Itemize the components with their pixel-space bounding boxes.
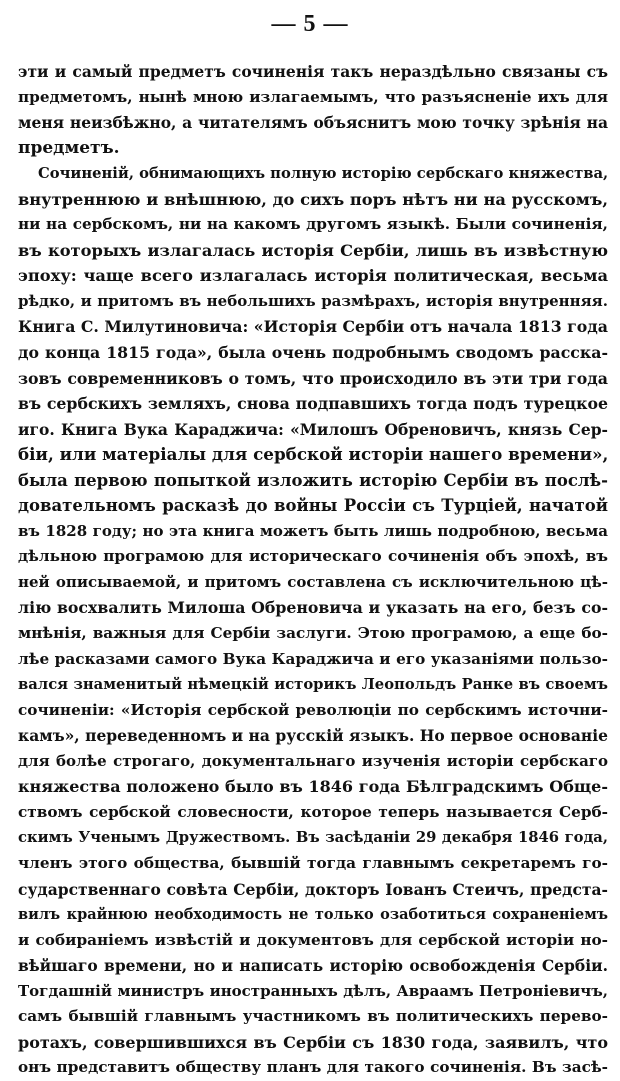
text-line: Книга С. Милутиновича: «Исторія Сербіи отъ начала 1813 года <box>18 317 608 337</box>
text-line: вилъ крайнюю необходимость не только озаботиться сохраненіемъ <box>18 906 608 924</box>
text-line: онъ представитъ обществу планъ для такого сочиненія. Въ засѣ- <box>18 1058 608 1077</box>
text-line: сударственнаго совѣта Сербіи, докторъ Іованъ Стеичъ, предста- <box>18 879 608 899</box>
text-line: иго. Книга Вука Караджича: «Милошъ Обреновичъ, князь Сер- <box>18 419 608 439</box>
text-line: камъ», переведенномъ и на русскій языкъ. Но первое основаніе <box>18 726 608 746</box>
text-line: Сочиненій, обнимающихъ полную исторію сербскаго княжества, <box>38 165 609 183</box>
text-line: членъ этого общества, бывшій тогда главнымъ секретаремъ го- <box>18 853 608 872</box>
text-line: и собираніемъ извѣстій и документовъ для сербской исторіи но- <box>18 930 608 949</box>
text-line: біи, или матеріалы для сербской исторіи нашего времени», <box>18 444 609 465</box>
text-line: внутреннюю и внѣшнюю, до сихъ поръ нѣтъ ни на русскомъ, <box>18 189 608 209</box>
text-line: сочиненіи: «Исторія сербской революціи по сербскимъ источни- <box>18 700 608 719</box>
text-line: рѣдко, и притомъ въ небольшихъ размѣрахъ, исторія внутренняя. <box>18 291 608 310</box>
text-line: довательномъ расказѣ до войны Россіи съ Турціей, начатой <box>18 496 608 516</box>
text-line: самъ бывшій главнымъ участникомъ въ политическихъ перево- <box>18 1007 608 1026</box>
text-line: эпоху: чаще всего излагалась исторія политическая, весьма <box>18 266 608 286</box>
text-line: меня неизбѣжно, а читателямъ объяснитъ мою точку зрѣнія на <box>18 113 608 133</box>
text-line: ни на сербскомъ, ни на какомъ другомъ языкѣ. Были сочиненія, <box>18 215 608 234</box>
text-line: предметъ. <box>18 137 120 158</box>
text-line: была первою попыткой изложить исторію Сербіи въ послѣ- <box>18 470 608 490</box>
text-line: дѣльною програмою для историческаго сочиненія объ эпохѣ, въ <box>18 547 608 566</box>
text-line: скимъ Ученымъ Дружествомъ. Въ засѣданіи 29 декабря 1846 года, <box>18 829 608 847</box>
text-line: Тогдашній министръ иностранныхъ дѣлъ, Авраамъ Петроніевичъ, <box>18 981 608 1000</box>
text-line: вѣйшаго времени, но и написать исторію освобожденія Сербіи. <box>18 956 608 976</box>
text-line: лію восхвалить Милоша Обреновича и указать на его, безъ со- <box>18 598 608 618</box>
text-line: ротахъ, совершившихся въ Сербіи съ 1830 года, заявилъ, что <box>18 1032 608 1052</box>
body-text <box>18 59 608 1081</box>
page-number: — 5 — <box>271 11 349 37</box>
text-line: для болѣе строгаго, документальнаго изученія исторіи сербскаго <box>18 751 608 770</box>
text-line: лѣе расказами самого Вука Караджича и его указаніями пользо- <box>18 649 608 668</box>
text-line: въ которыхъ излагалась исторія Сербіи, лишь въ извѣстную <box>18 240 608 260</box>
text-line: ней описываемой, и притомъ составлена съ исключительною цѣ- <box>18 572 608 591</box>
text-line: ствомъ сербской словесности, которое теперь называется Серб- <box>18 802 608 821</box>
text-line: зовъ современниковъ о томъ, что происходило въ эти три года <box>18 368 608 388</box>
text-line: эти и самый предметъ сочиненія такъ нераздѣльно связаны съ <box>18 62 608 81</box>
text-line: въ 1828 году; но эта книга можетъ быть лишь подробною, весьма <box>18 521 608 540</box>
text-line: до конца 1815 года», была очень подробнымъ сводомъ расска- <box>18 343 608 363</box>
text-line: предметомъ, нынѣ мною излагаемымъ, что разъясненіе ихъ для <box>18 87 608 106</box>
text-line: княжества положено было въ 1846 года Бѣлградскимъ Обще- <box>18 777 608 797</box>
text-line: вался знаменитый нѣмецкій историкъ Леопольдъ Ранке въ своемъ <box>18 676 608 694</box>
text-line: мнѣнія, важныя для Сербіи заслуги. Этою програмою, а еще бо- <box>18 624 608 643</box>
text-line: въ сербскихъ земляхъ, снова подпавшихъ тогда подъ турецкое <box>18 394 608 414</box>
